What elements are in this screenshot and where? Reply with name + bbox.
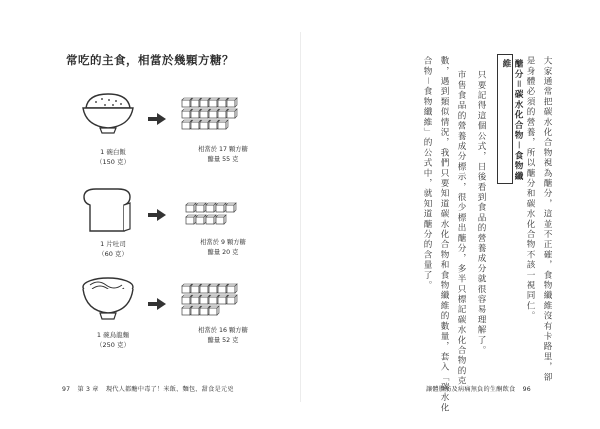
udon-bowl-icon (78, 275, 138, 323)
sugar-cube-icon (200, 295, 210, 304)
sugar-cube-icon (206, 215, 216, 224)
sugar-label (183, 238, 263, 258)
arrow-right-icon (148, 113, 166, 125)
sugar-cube-icon (200, 120, 210, 129)
food-label (78, 147, 148, 167)
arrow-right-icon (148, 209, 166, 221)
sugar-amount: 醣量 55 克 (207, 156, 239, 163)
sugar-equivalent: 相當於 17 顆方糖 (198, 146, 248, 153)
sugar-cube-icon (186, 203, 196, 212)
sugar-cube-icon (200, 98, 210, 107)
sugar-cube-icon (191, 284, 201, 293)
chapter-number: 第 3 章 (77, 386, 99, 393)
sugar-cube-icon (218, 120, 228, 129)
sugar-cube-icon (209, 306, 219, 315)
sugar-label (183, 145, 263, 165)
sugar-cube-icon (186, 215, 196, 224)
formula-box (497, 54, 523, 184)
text-column: 大家通常把碳水化合物視為醣分，這並不正確，食物纖維沒有卡路里，卻 (542, 56, 552, 383)
food-weight: （60 克） (98, 250, 128, 258)
sugar-cube-icon (209, 98, 219, 107)
sugar-cube-icon (209, 295, 219, 304)
sugar-cube-icon (182, 295, 192, 304)
chapter-title: 現代人都醣中毒了！米飯、麵包、甜食是元兇 (105, 386, 234, 393)
text-column: 數，遇到類似情況，我們只要知道碳水化合物和食物纖維的數量，套入「碳水化 (439, 56, 449, 413)
sugar-amount: 醣量 52 克 (207, 337, 239, 344)
sugar-cube-icon (191, 295, 201, 304)
food-label (78, 330, 148, 350)
sugar-cube-icon (182, 306, 192, 315)
sugar-cube-stack-icon (180, 282, 240, 322)
sugar-cube-icon (218, 295, 228, 304)
sugar-cube-icon (182, 284, 192, 293)
sugar-cube-icon (200, 306, 210, 315)
sugar-equivalent: 相當於 9 顆方糖 (200, 239, 246, 246)
food-label (78, 239, 148, 259)
sugar-cube-icon (182, 98, 192, 107)
book-gutter (300, 32, 301, 402)
food-name: 1 碗烏龍麵 (96, 331, 130, 339)
text-column: 合物－食物纖維」的公式中，就知道醣分的含量了。 (422, 56, 432, 291)
sugar-cube-icon (200, 284, 210, 293)
formula-text: 醣分＝碳水化合物－食物纖維 (501, 59, 523, 182)
sugar-cube-icon (227, 109, 237, 118)
sugar-cube-icon (191, 306, 201, 315)
running-title: 讓體脂肪及病痛無負的生酮飲食 (426, 386, 516, 393)
sugar-cube-icon (196, 203, 206, 212)
sugar-cube-icon (182, 120, 192, 129)
page-number: 97 (62, 386, 71, 393)
page-title: 常吃的主食，相當於幾顆方糖？ (66, 53, 234, 67)
sugar-cube-stack-icon (180, 193, 240, 233)
sugar-cube-icon (200, 109, 210, 118)
sugar-cube-stack-icon (180, 96, 240, 136)
sugar-cube-icon (209, 284, 219, 293)
text-column: 是身體必須的營養，所以醣分和碳水化合物不該一視同仁。 (525, 56, 535, 322)
sugar-cube-icon (191, 98, 201, 107)
food-name: 1 片吐司 (100, 240, 126, 248)
sugar-cube-icon (191, 120, 201, 129)
right-footer (426, 384, 536, 393)
arrow-right-icon (148, 298, 166, 310)
sugar-cube-icon (227, 295, 237, 304)
text-column: 只要記得這個公式，日後看到食品的營養成分就很容易理解了。 (476, 70, 486, 356)
sugar-cube-icon (227, 284, 237, 293)
sugar-cube-icon (227, 98, 237, 107)
sugar-cube-icon (209, 120, 219, 129)
sugar-amount: 醣量 20 克 (207, 249, 239, 256)
left-footer (62, 384, 239, 393)
sugar-label (183, 326, 263, 346)
sugar-cube-icon (218, 284, 228, 293)
sugar-cube-icon (206, 203, 216, 212)
page-number: 96 (522, 386, 531, 393)
sugar-cube-icon (216, 203, 226, 212)
text-column: 市售食品的營養成分標示，很少標出醣分，多半只標記碳水化合物的克 (456, 70, 466, 387)
sugar-cube-icon (226, 203, 236, 212)
food-name: 1 碗白飯 (100, 148, 126, 156)
sugar-equivalent: 相當於 16 顆方糖 (198, 327, 248, 334)
sugar-cube-icon (191, 109, 201, 118)
food-weight: （150 克） (96, 158, 130, 166)
toast-icon (78, 185, 138, 237)
sugar-cube-icon (216, 215, 226, 224)
sugar-cube-icon (182, 109, 192, 118)
sugar-cube-icon (196, 215, 206, 224)
sugar-cube-icon (218, 109, 228, 118)
sugar-cube-icon (218, 98, 228, 107)
food-weight: （250 克） (96, 341, 130, 349)
rice-bowl-icon (78, 88, 138, 136)
sugar-cube-icon (209, 109, 219, 118)
